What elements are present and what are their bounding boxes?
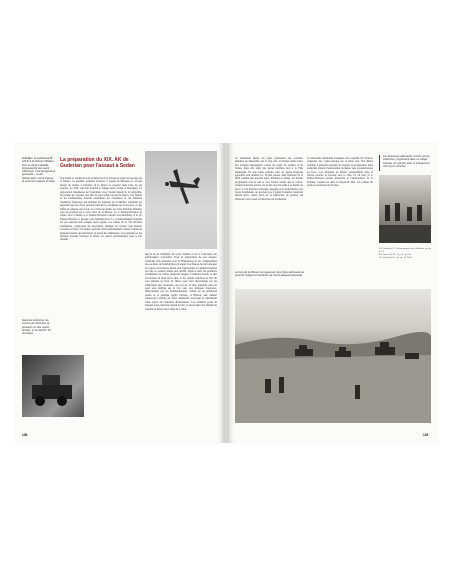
footnotes — [379, 247, 433, 259]
caption-marker — [379, 155, 380, 171]
footnote-64: 64. Frieser, K.-H., op. cit., p. 210. — [379, 253, 412, 257]
photo-infantry-village — [379, 175, 431, 243]
photo-panzer-column — [235, 289, 431, 423]
photo-messerschmitt-aircraft — [145, 151, 217, 249]
caption-top-right: Les fantassins allemands, arrivés par les Ardennes, progressent dans un village français. Au premier plan, le chargement d'un canon antichar. — [383, 155, 430, 168]
soldiers-silhouette-icon — [379, 175, 431, 243]
article-title: La préparation du XIX. AK de Guderian pour l'assaut à Sedan — [60, 157, 135, 169]
caption-bottom-left: Dans les Ardennes, les convois de véhicules se pressent sur des routes étroites, ici un Sd.Kfz. 10 remorque. — [22, 319, 51, 336]
caption-middle-right: Le long de la Meuse, la progression des chars allemands se poursuit malgré les tentatives de contre-attaque françaises. — [235, 271, 305, 278]
body-column-2: que le tir de l'artillerie du corps d'armée et de la Luftwaffe soit parfaitement coordonné. Pour la préparation de son attaque, Guderian s'est entretenu avec le Fliegerkorps et les commandants des escadres de bombardiers en piqué. Les Stukas doivent attaquer en vagues successives durant tout l'après-midi. Le général n'ignore pas que ce soutien aérien sera décisif. Dans la nuit, les pionniers acheminent les canots jusqu'aux berges. L'artillerie lourde se met en batterie au nord de la ville, et les canons antichars de 8,8 cm sont amenés au bord du fleuve pour tirer directement sur les embrasures des casemates. Au soir du 13 mai, plusieurs têtes de pont sont établies sur la rive sud. Les défenses françaises, démoralisées par les bombardements, cèdent en de nombreux points et la panique gagne l'arrière. À Bulson, une rumeur annonçant l'arrivée de chars allemands provoque la débandade d'une partie de l'artillerie divisionnaire. Les premiers ponts de bateaux sont construits durant la nuit, ce qui permet aux blindés de franchir le fleuve dès l'aube du 14 mai. — [145, 253, 217, 311]
body-column-right-2: La hiérarchie allemande s'inquiète de la rapidité de l'avance, craignant une contre-attaque sur le flanc sud. Von Kleist ordonne à plusieurs reprises de stopper la progression, mais Guderian obtient l'autorisation de mener une reconnaissance en force. Les divisions de Panzer s'engouffrent dans la brèche ouverte et foncent vers la côte. Le 20 mai, la 2. Panzer-Division atteint Abbeville et l'embouchure de la Somme, coupant en deux le dispositif allié. Les armées du nord se retrouvent encerclées. — [307, 157, 373, 188]
caption-text: le publicitaire Bf 109 E-4 de Werner Mölders, futur as de la Luftwaffe, photographié peu avant l'offensive. Il est équipé de la grenouille « mode Wasserstoff » de la chasse, et porte les insignes du Stab. — [22, 157, 56, 184]
page-number-right: 139 — [423, 433, 429, 437]
caption-lead: A droite : — [22, 157, 34, 160]
photo-convoy-vehicle — [22, 355, 84, 417]
aircraft-silhouette-icon — [145, 151, 217, 249]
footnote-65: 65. Guderian, H., op. cit., p. 91-92. — [379, 256, 413, 260]
page-number-left: 138 — [22, 433, 28, 437]
body-column-right-1: Le lendemain matin, les ponts permettent aux colonnes blindées de déboucher sur la rive sud. L'aviation alliée lance des attaques désespérées contre les ponts de Gaulier et de Sedan, mais elle subit des pertes terribles face à la Flak allemande. En une seule journée, plus de quatre-vingt-dix appareils sont abattus. Le 14 mai restera dans l'histoire de la RAF comme une journée noire. Pendant ce temps, les Panzer progressent vers le sud et vers l'ouest, tandis que la contre-attaque française prévue sur la tête de pont tarde à se mettre en place. La 3e division cuirassée, engagée trop tardivement et de façon fragmentée, ne parvient pas à rejeter l'ennemi. Guderian décide alors, contre l'avis de sa hiérarchie, de pousser ses divisions vers l'ouest en direction de la Manche. — [235, 157, 303, 201]
right-page — [227, 143, 438, 443]
left-page — [14, 143, 225, 443]
vehicle-silhouette-icon — [22, 355, 84, 417]
caption-top-left — [22, 157, 56, 183]
footnote-63: 63. Guderian, H., Erinnerungen eines Soldaten, op. cit., p. 87. — [379, 247, 433, 254]
tanks-landscape-icon — [235, 289, 431, 423]
body-column-1: Von Kleist et Guderian sont en désaccord au niveau du point de passage sur la Meuse. Le premier souhaite traverser à l'ouest de Mouzon, le second autour de Sedan, à l'endroit où le fleuve se resserre dans l'une de ses boucles. Le XIX. AK doit franchir la Meuse entre Sedan et Donchery. La préparation minutieuse de l'opération, avec l'appui massif de la Luftwaffe, lui permet de s'assurer une tête de pont solide au sud du fleuve. Les Stukas et les bombardiers doivent neutraliser les casemates et les batteries d'artillerie françaises qui tiennent les hauteurs de la Marfée. Guderian est persuadé que ses chars peuvent franchir les Ardennes en trois jours, et que l'effet de surprise sera total. Le 13 mai au matin, ses trois divisions blindées sont en position sur la rive nord de la Meuse. La 1. Panzer-Division au centre, face à Sedan, la 2. Panzer-Division à droite vers Donchery et la 10. Panzer-Division à gauche vers Wadelincourt. Le commandement français n'a pas anticipé une attaque aussi rapide. Les unités de la 55e division d'infanterie, composées de réservistes, tiennent un secteur trop étendu. L'assaut est fixé à 16 heures, précédé d'un bombardement aérien continu de plusieurs heures qui doit briser le moral des défenseurs. Les pionniers et les fusiliers doivent traverser le fleuve en canots pneumatiques sous le feu ennemi. — [60, 177, 142, 242]
magazine-spread — [14, 143, 438, 443]
